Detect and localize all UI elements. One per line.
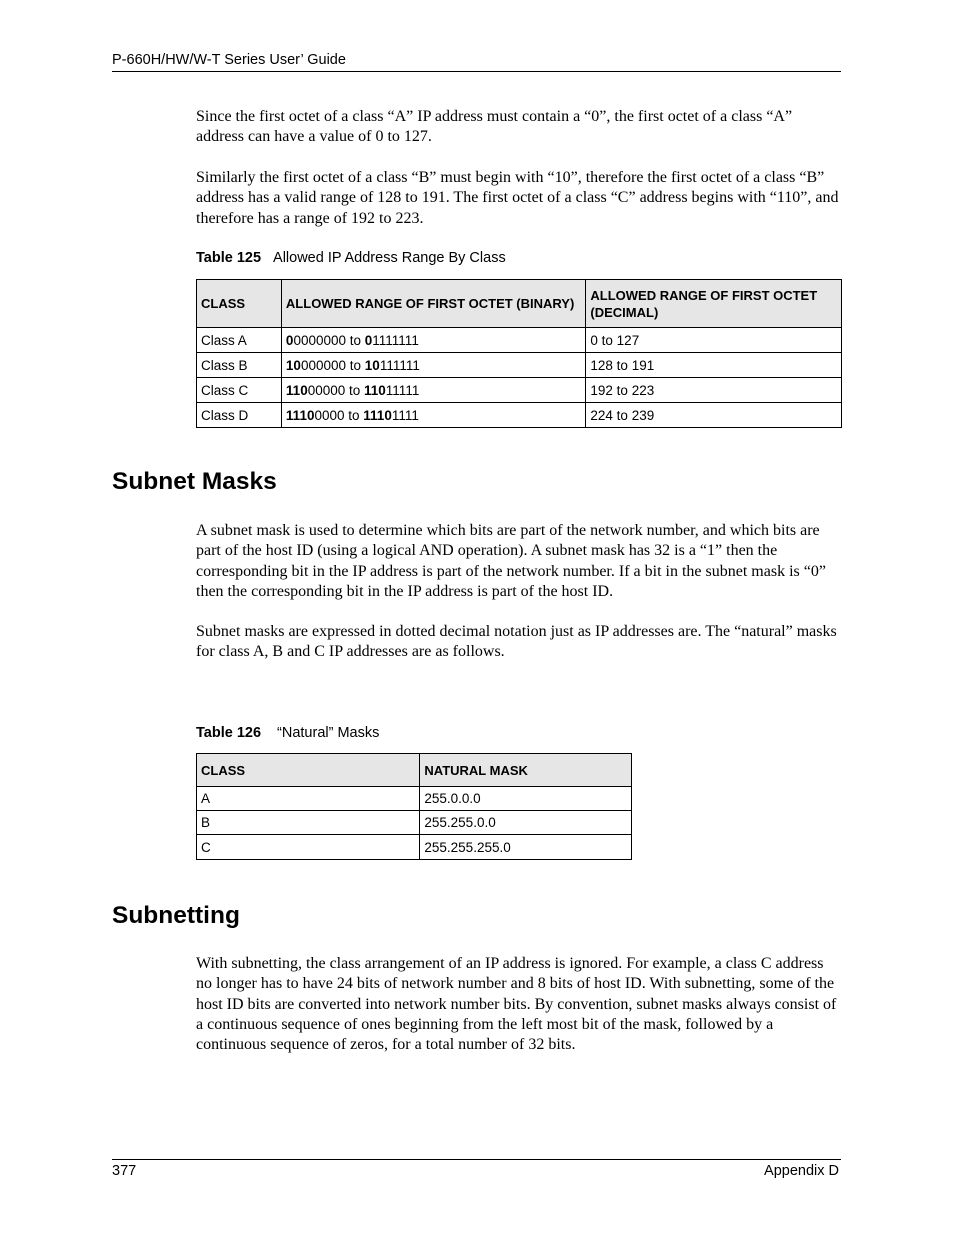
binary-low-rest: 00000 [307,382,346,398]
intro-paragraph-2: Similarly the first octet of a class “B” must begin with “10”, therefore the first octet of a class “B” address has a valid range of 128 to 191. The first octet of a class “C” address begins with “110”, and therefore has a range of 192 to 223. [196,169,839,227]
binary-high-bold: 0 [364,332,373,348]
class-cell: Class B [197,353,282,378]
range-separator: to [346,357,365,373]
column-header-decimal: ALLOWED RANGE OF FIRST OCTET (DECIMAL) [586,280,842,328]
binary-low-rest: 0000 [314,407,345,423]
binary-range-cell [281,403,585,428]
binary-high-bold: 1110 [363,407,392,423]
column-header-class: CLASS [197,280,282,328]
binary-high-bold: 10 [364,357,380,373]
intro-paragraph-1: Since the first octet of a class “A” IP address must contain a “0”, the first octet of a class “A” address can have a value of 0 to 127. [196,108,793,146]
decimal-range-cell: 224 to 239 [586,403,842,428]
table-row [197,403,842,428]
table-row [197,353,842,378]
mask-cell: 255.255.0.0 [420,811,632,835]
range-separator: to [345,382,365,398]
natural-masks-table [196,753,632,860]
table-125-number: Table 125 [196,250,262,266]
subnet-masks-heading: Subnet Masks [112,468,277,495]
column-header-natural-mask: NATURAL MASK [420,754,632,787]
page-footer [112,1159,841,1179]
subnet-masks-paragraph-1: A subnet mask is used to determine which bits are part of the network number, and which bits are part of the host ID (using a logical AND operation). A subnet mask has 32 is a “1” then the corresponding bit in the IP address is part of the network number. If a bit in the subnet mask is “0” then the corresponding bit in the IP address is part of the host ID. [196,522,826,600]
table-125-title: Allowed IP Address Range By Class [273,250,506,266]
decimal-range-cell: 0 to 127 [586,328,842,353]
binary-high-rest: 1111111 [372,332,419,348]
subnet-masks-paragraph-2: Subnet masks are expressed in dotted decimal notation just as IP addresses are. The “natural” masks for class A, B and C IP addresses are as follows. [196,623,837,661]
ip-range-table [196,279,842,428]
table-row [197,835,632,860]
section-name: Appendix D [764,1163,839,1179]
class-cell: C [197,835,420,860]
binary-range-cell [281,378,585,403]
table-126-title: “Natural” Masks [277,725,380,741]
binary-low-bold: 1110 [285,407,315,423]
decimal-range-cell: 128 to 191 [586,353,842,378]
binary-range-cell [281,328,585,353]
page-header [112,51,841,72]
subnetting-paragraph: With subnetting, the class arrangement of an IP address is ignored. For example, a class C address no longer has to have 24 bits of network number and 8 bits of host ID. With subnetting, some of the host ID bits are converted into network number bits. By convention, subnet masks always consist of a continuous sequence of ones beginning from the left most bit of the mask, followed by a continuous sequence of zeros, for a total number of 32 bits. [196,955,837,1054]
class-cell: B [197,811,420,835]
binary-high-bold: 110 [364,382,386,398]
binary-low-rest: 0000000 [293,332,346,348]
class-cell: Class A [197,328,282,353]
table-row [197,378,842,403]
table-126-caption [196,725,379,741]
page-number: 377 [112,1163,137,1179]
binary-range-cell [281,353,585,378]
range-separator: to [346,332,365,348]
table-header-row [197,754,632,787]
table-row [197,787,632,811]
binary-low-rest: 000000 [300,357,347,373]
mask-cell: 255.0.0.0 [420,787,632,811]
class-cell: A [197,787,420,811]
binary-high-rest: 11111 [385,382,420,398]
column-header-class: CLASS [197,754,420,787]
range-separator: to [344,407,364,423]
binary-low-bold: 0 [285,332,294,348]
table-row [197,328,842,353]
column-header-binary: ALLOWED RANGE OF FIRST OCTET (BINARY) [281,280,585,328]
guide-title: P-660H/HW/W-T Series User’ Guide [112,52,346,68]
table-126-number: Table 126 [196,725,262,741]
binary-low-bold: 110 [285,382,308,398]
class-cell: Class C [197,378,282,403]
table-125-caption [196,250,506,266]
table-header-row [197,280,842,328]
subnetting-heading: Subnetting [112,902,240,929]
table-row [197,811,632,835]
mask-cell: 255.255.255.0 [420,835,632,860]
binary-low-bold: 10 [285,357,301,373]
class-cell: Class D [197,403,282,428]
decimal-range-cell: 192 to 223 [586,378,842,403]
binary-high-rest: 111111 [379,357,420,373]
binary-high-rest: 1111 [391,407,419,423]
